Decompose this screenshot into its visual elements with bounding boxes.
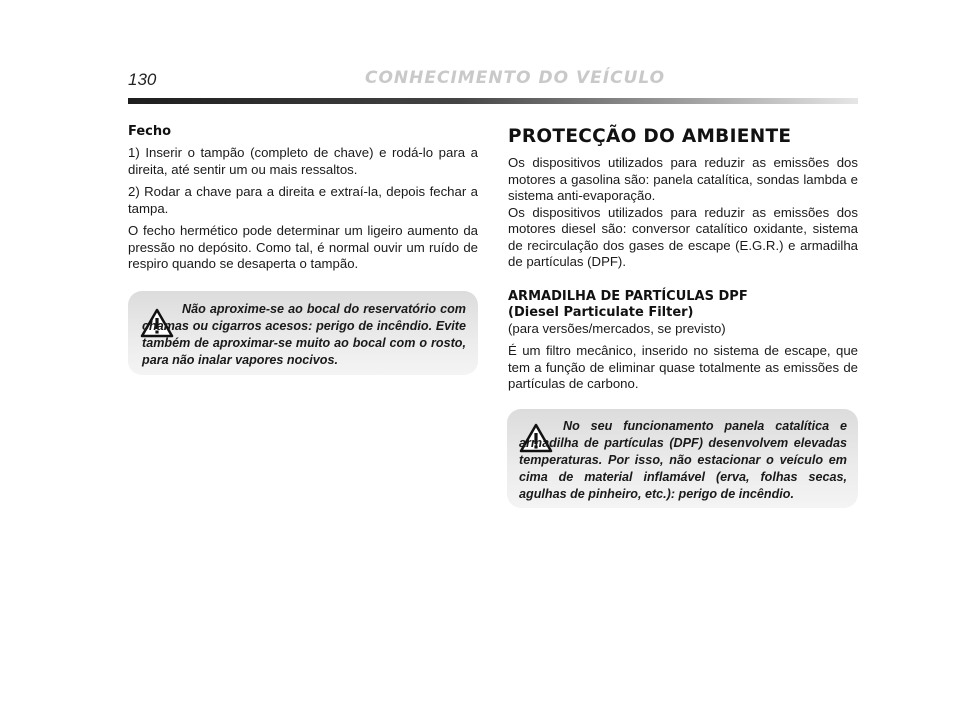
paragraph: 2) Rodar a chave para a direita e extraí-la, depois fechar a tampa. [128,184,478,216]
subhead-fecho: Fecho [128,124,172,139]
header-rule [128,98,858,104]
warning-text: No seu funcionamento panela catalítica e armadilha de partículas (DPF) desenvolvem elevadas temperaturas. Por isso, não estacionar o veículo em cima de material inflamável (erva, folhas secas, agulhas de pinheiro, etc.): perigo de incêndio. [519,419,847,501]
paragraph: O fecho hermético pode determinar um ligeiro aumento da pressão no depósito. Como tal, é normal ouvir um ruído de respiro quando se desaperta o tampão. [128,223,478,271]
paragraph: Os dispositivos utilizados para reduzir as emissões dos motores a gasolina são: panela catalítica, sondas lambda e sistema anti-evaporação. [508,155,858,203]
note-versions: (para versões/mercados, se previsto) [508,320,726,336]
section-title-environment: PROTECÇÃO DO AMBIENTE [508,126,792,147]
warning-box-fuel-cap [128,291,478,375]
subhead-dpf-full-name: (Diesel Particulate Filter) [508,304,694,320]
subhead-dpf: ARMADILHA DE PARTÍCULAS DPF [508,288,748,304]
paragraph: É um filtro mecânico, inserido no sistema de escape, que tem a função de eliminar quase totalmente as emissões de partículas de carbono. [508,343,858,391]
page-number: 130 [128,70,157,89]
warning-box-dpf [507,409,858,508]
right-column [508,124,858,399]
section-header: CONHECIMENTO DO VEÍCULO [365,68,666,88]
paragraph: 1) Inserir o tampão (completo de chave) e rodá-lo para a direita, até sentir um ou mais ressaltos. [128,145,478,177]
paragraph: Os dispositivos utilizados para reduzir as emissões dos motores diesel são: conversor catalítico oxidante, sistema de recirculação dos gases de escape (E.G.R.) e armadilha de partículas (DPF). [508,204,858,269]
warning-text: Não aproxime-se ao bocal do reservatório com chamas ou cigarros acesos: perigo de incêndio. Evite também de aproximar-se muito ao bocal com o rosto, para não inalar vapores nocivos. [142,302,466,367]
left-column [128,124,478,279]
